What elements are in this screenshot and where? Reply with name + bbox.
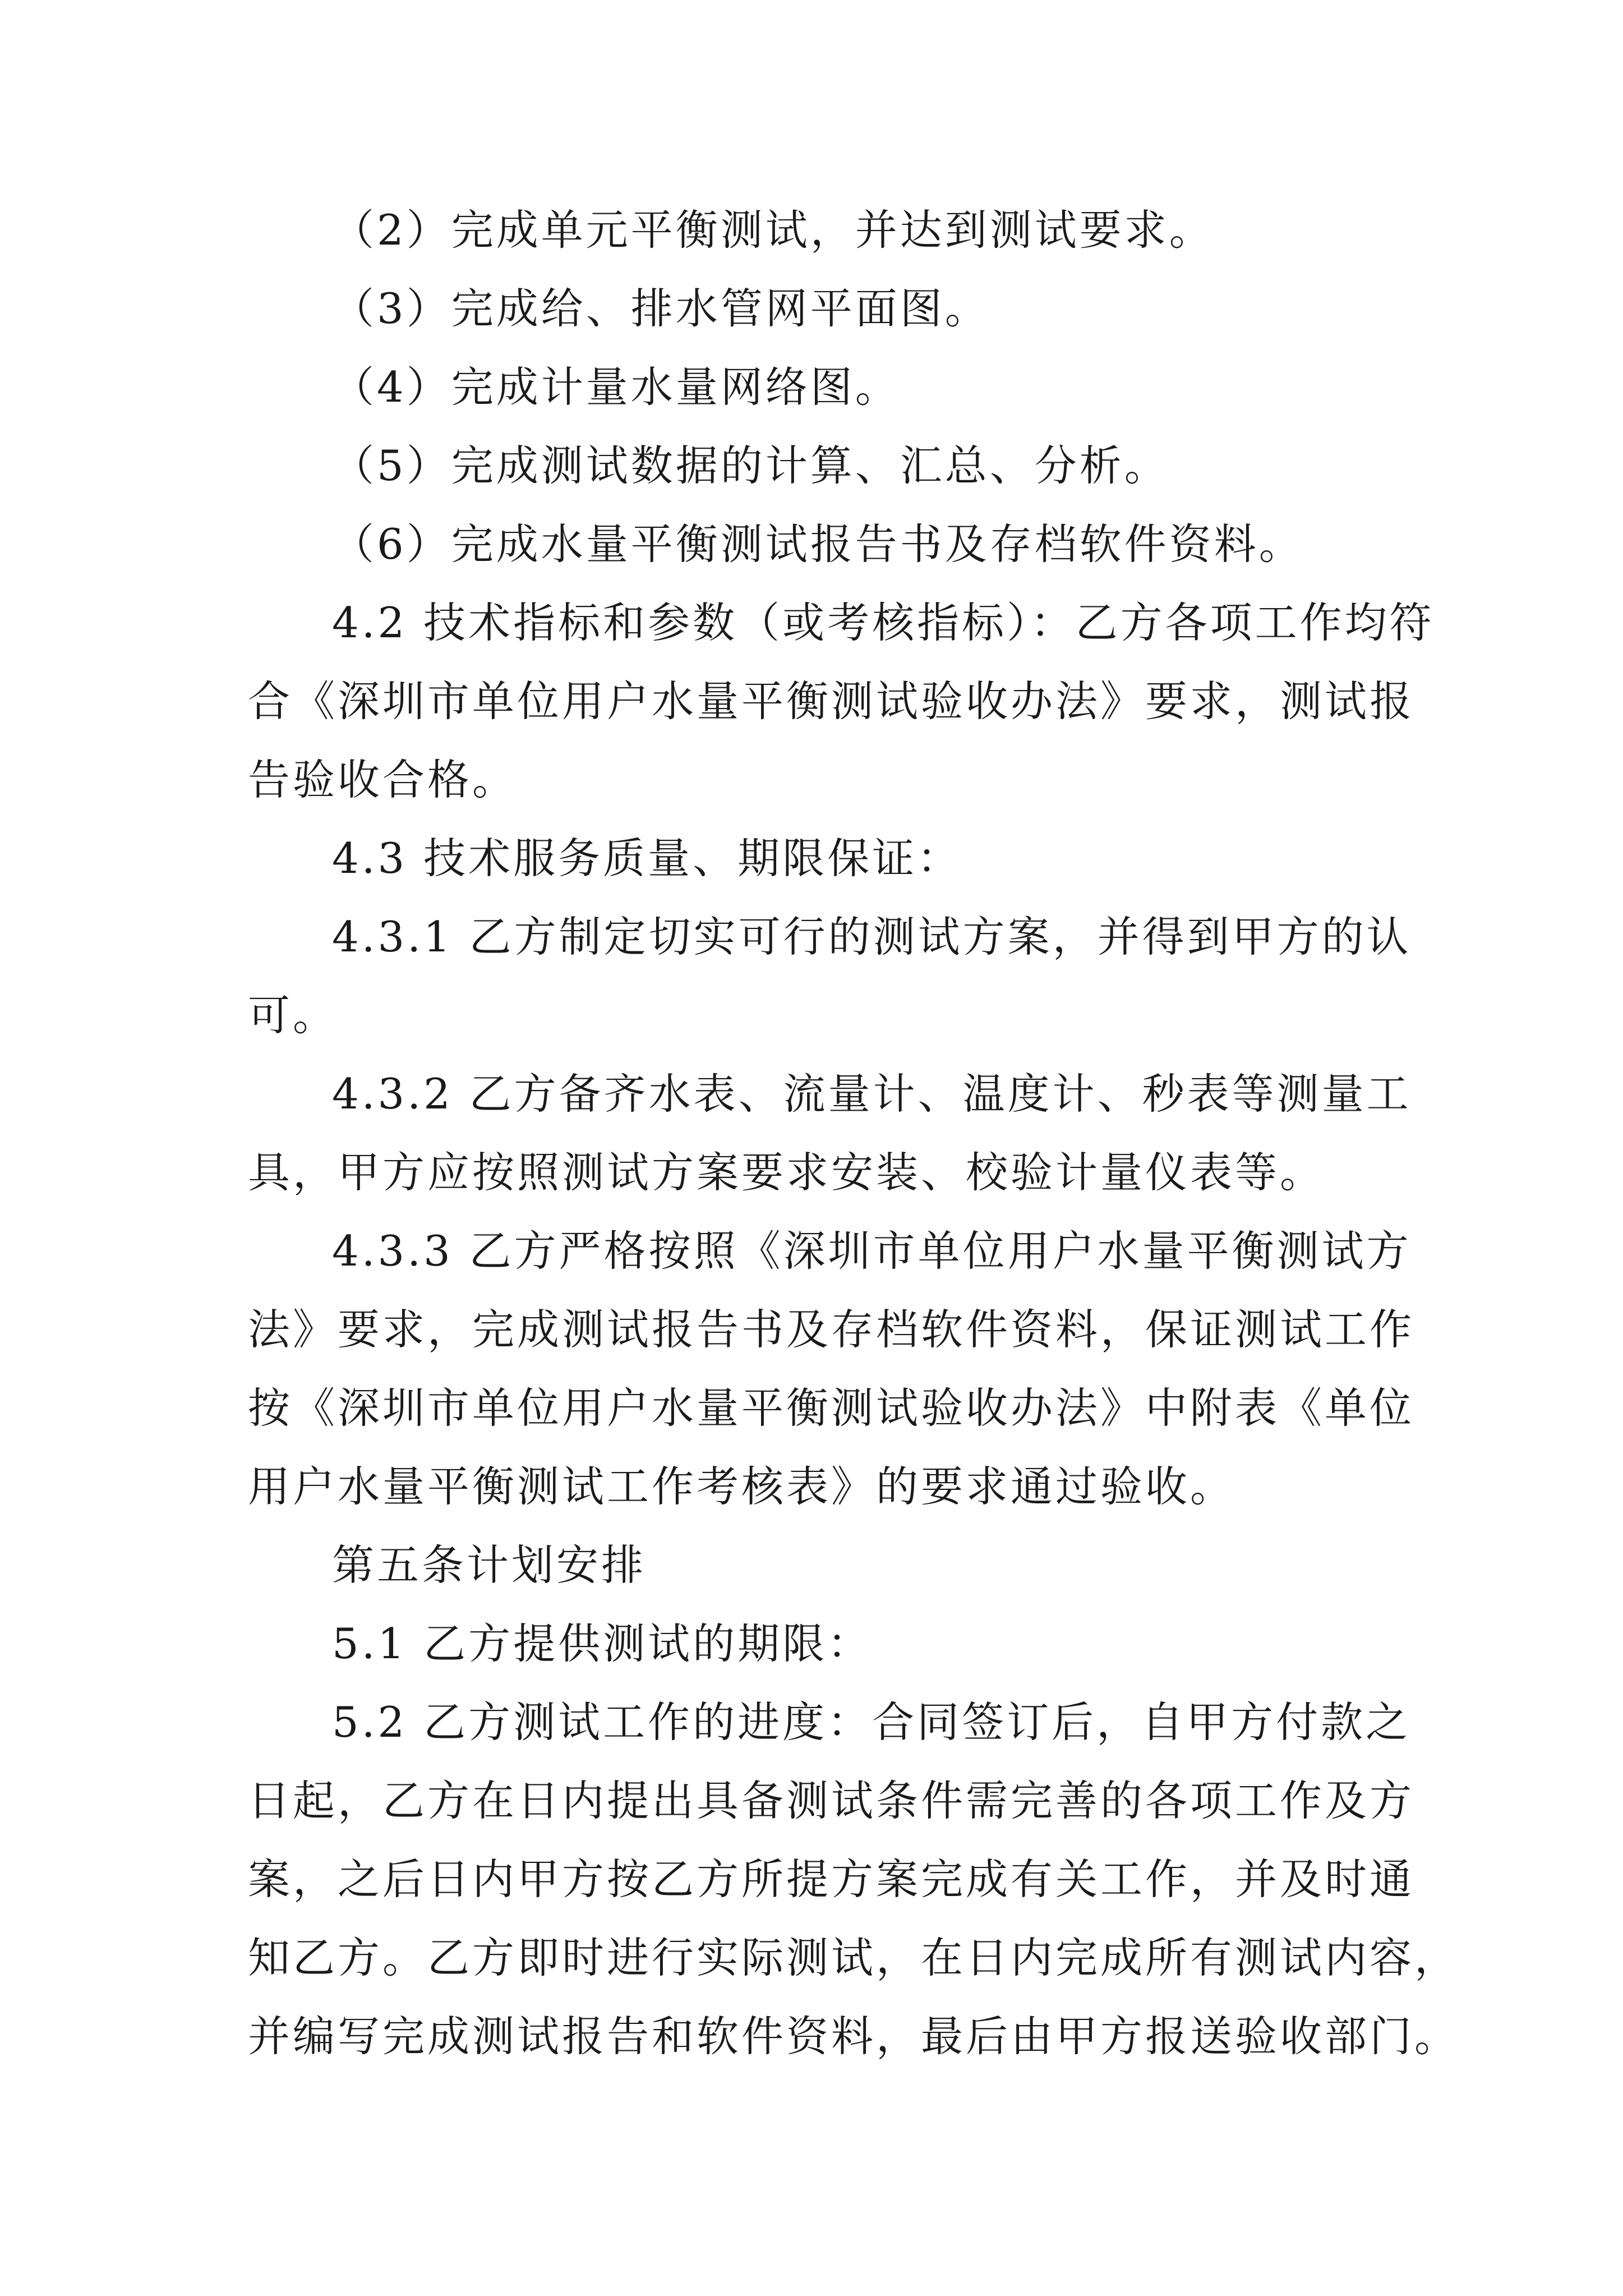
section-4-3-3-line-3: 按《深圳市单位用户水量平衡测试验收办法》中附表《单位 xyxy=(248,1383,1415,1433)
list-item-2: （2）完成单元平衡测试，并达到测试要求。 xyxy=(332,205,1214,255)
section-4-3-3-line-1: 4.3.3 乙方严格按照《深圳市单位用户水量平衡测试方 xyxy=(332,1226,1412,1276)
section-4-3-2-line-1: 4.3.2 乙方备齐水表、流量计、温度计、秒表等测量工 xyxy=(332,1069,1412,1119)
section-4-2-line-1: 4.2 技术指标和参数（或考核指标）：乙方各项工作均符 xyxy=(332,598,1435,647)
list-item-5: （5）完成测试数据的计算、汇总、分析。 xyxy=(332,441,1169,490)
section-5-2-line-5: 并编写完成测试报告和软件资料，最后由甲方报送验收部门。 xyxy=(248,2012,1460,2061)
document-body xyxy=(248,191,1460,2076)
section-4-2-line-2: 合《深圳市单位用户水量平衡测试验收办法》要求，测试报 xyxy=(248,677,1415,726)
section-5-1: 5.1 乙方提供测试的期限： xyxy=(332,1619,873,1668)
section-5-2-line-1: 5.2 乙方测试工作的进度：合同签订后，自甲方付款之 xyxy=(332,1697,1411,1747)
section-5-2-line-2: 日起，乙方在日内提出具备测试条件需完善的各项工作及方 xyxy=(248,1776,1415,1825)
article-5-heading: 第五条计划安排 xyxy=(332,1540,647,1590)
section-4-3-2-line-2: 具，甲方应按照测试方案要求安装、校验计量仪表等。 xyxy=(248,1148,1325,1197)
section-4-3-3-line-4: 用户水量平衡测试工作考核表》的要求通过验收。 xyxy=(248,1462,1235,1511)
list-item-4: （4）完成计量水量网络图。 xyxy=(332,362,900,412)
section-4-3-heading: 4.3 技术服务质量、期限保证： xyxy=(332,834,962,883)
section-5-2-line-3: 案，之后日内甲方按乙方所提方案完成有关工作，并及时通 xyxy=(248,1855,1415,1904)
section-4-2-line-3: 告验收合格。 xyxy=(248,755,518,804)
list-item-6: （6）完成水量平衡测试报告书及存档软件资料。 xyxy=(332,519,1304,569)
section-4-3-1-line-2: 可。 xyxy=(248,991,338,1040)
section-4-3-1-line-1: 4.3.1 乙方制定切实可行的测试方案，并得到甲方的认 xyxy=(332,912,1412,961)
section-4-3-3-line-2: 法》要求，完成测试报告书及存档软件资料，保证测试工作 xyxy=(248,1305,1415,1354)
section-5-2-line-4: 知乙方。乙方即时进行实际测试，在日内完成所有测试内容， xyxy=(248,1933,1460,1982)
list-item-3: （3）完成给、排水管网平面图。 xyxy=(332,284,990,333)
